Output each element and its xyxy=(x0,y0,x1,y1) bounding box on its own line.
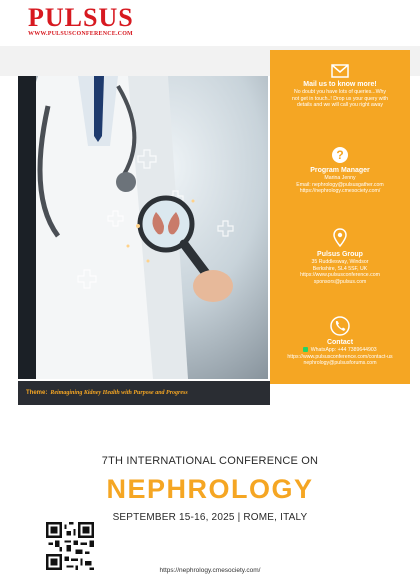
contact-email[interactable]: nephrology@pulsusforums.com xyxy=(303,360,377,367)
manager-block xyxy=(270,146,410,195)
svg-text:?: ? xyxy=(336,148,344,162)
conference-date-location: SEPTEMBER 15-16, 2025 | ROME, ITALY xyxy=(112,512,308,523)
group-url[interactable]: https://www.pulsusconference.com xyxy=(300,272,380,279)
footer-url[interactable]: https://nephrology.cmesociety.com/ xyxy=(159,567,261,574)
question-icon xyxy=(331,146,349,164)
contact-text xyxy=(276,347,404,367)
group-email[interactable]: sponsors@pulsus.com xyxy=(313,278,367,285)
contact-block xyxy=(270,316,410,367)
hero-dark-edge xyxy=(18,76,36,379)
theme-bar xyxy=(18,381,270,405)
group-text: 35 Ruddlesway, Windsor Berkshire, SL4 5SF, UK https://www.pulsusconference.com sponsors@pulsus.com xyxy=(300,259,380,285)
manager-email[interactable]: Email: nephrology@pulsusgather.com xyxy=(296,181,384,188)
theme-label: Theme: xyxy=(26,390,48,396)
contact-title: Contact xyxy=(326,339,354,346)
pulsus-logo xyxy=(28,4,134,37)
mail-text: No doubt you have lots of queries...Why not get in touch..! Drop us your query with details and we will call you right away xyxy=(291,89,389,109)
whatsapp-number[interactable]: WhatsApp: +44 7389644903 xyxy=(310,347,377,353)
location-pin-icon xyxy=(333,228,347,248)
mail-title: Mail us to know more! xyxy=(303,81,377,88)
brand-url: WWW.PULSUSCONFERENCE.COM xyxy=(28,31,133,37)
mail-block xyxy=(270,64,410,109)
phone-icon xyxy=(330,316,350,336)
brand-name: PULSUS xyxy=(28,3,134,32)
qr-code[interactable] xyxy=(46,522,94,570)
contact-url[interactable]: https://www.pulsusconference.com/contact-us xyxy=(287,353,393,360)
mail-icon xyxy=(331,64,349,78)
manager-text: Marina Jenny Email: nephrology@pulsusgather.com https://nephrology.cmesociety.com/ xyxy=(296,175,384,195)
conference-name: NEPHROLOGY xyxy=(106,474,314,504)
contact-panel xyxy=(270,50,410,384)
conference-edition: 7TH INTERNATIONAL CONFERENCE ON xyxy=(101,455,319,467)
hero-image xyxy=(18,76,268,379)
doctor-illustration xyxy=(18,76,268,379)
group-block xyxy=(270,228,410,285)
manager-url[interactable]: https://nephrology.cmesociety.com/ xyxy=(299,188,381,195)
manager-title: Program Manager xyxy=(310,167,370,174)
group-title: Pulsus Group xyxy=(317,251,363,258)
whatsapp-icon xyxy=(303,347,308,352)
theme-text: Reimagining Kidney Health with Purpose and Progress xyxy=(50,390,188,396)
